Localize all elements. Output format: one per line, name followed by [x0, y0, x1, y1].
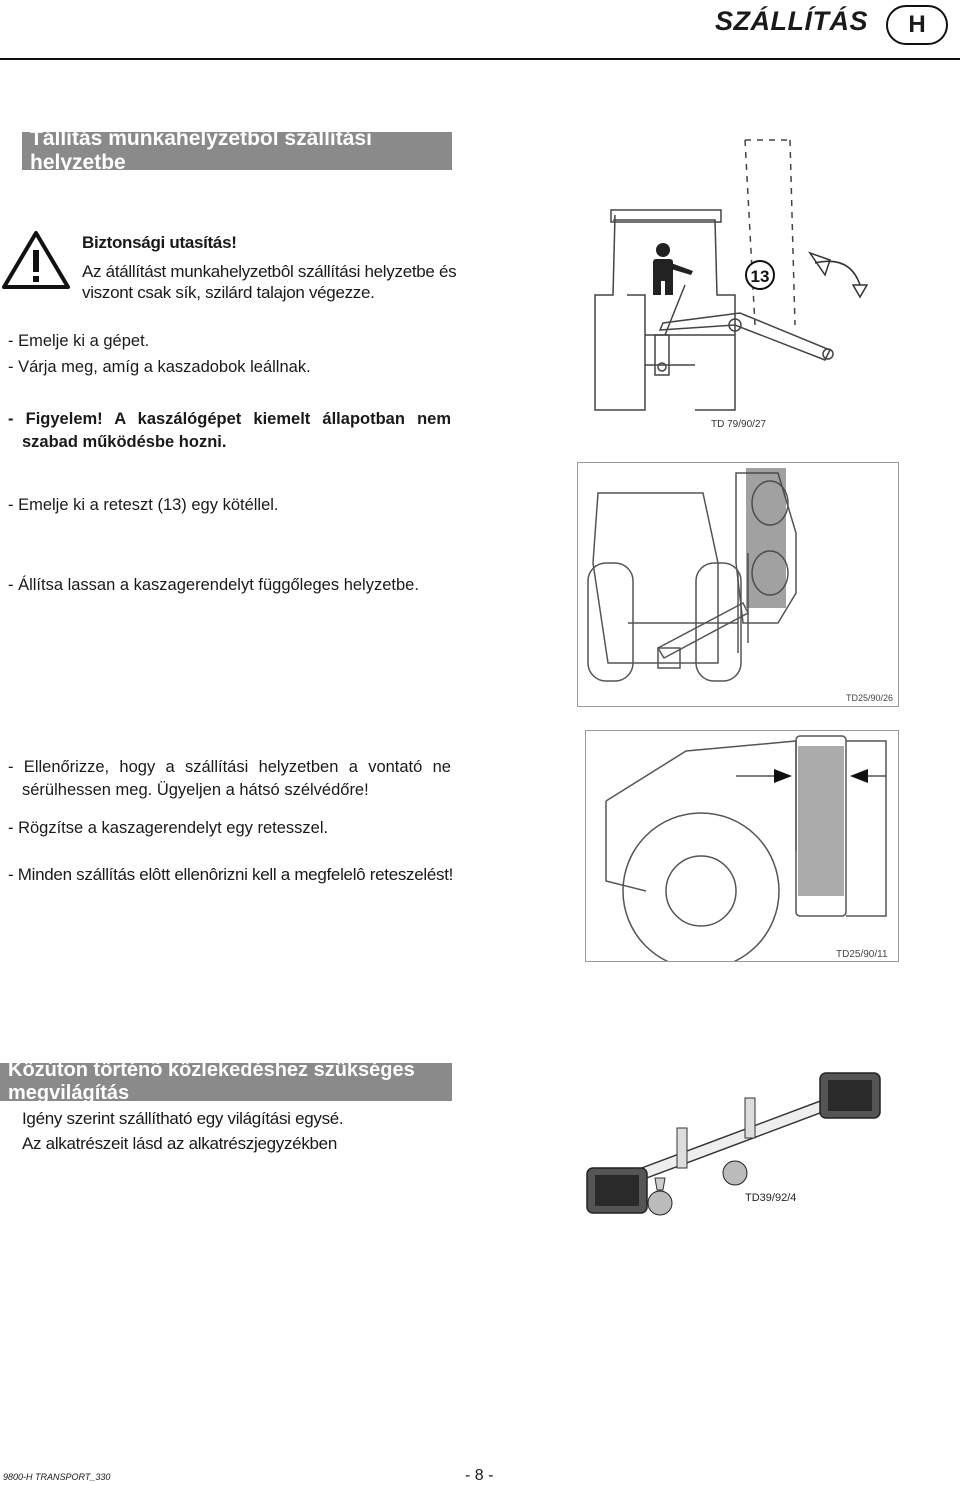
language-badge: H — [886, 5, 948, 45]
safety-text-line-2: viszont csak sík, szilárd talajon végezze. — [82, 283, 375, 302]
callout-13: 13 — [750, 267, 770, 286]
footer-page-number: - 8 - — [465, 1467, 494, 1484]
footer-document-id: 9800-H TRANSPORT_330 — [3, 1472, 111, 1482]
step-set-vertical: - Állítsa lassan a kaszagerendelyt függőleges helyzetbe. — [8, 576, 419, 594]
step-check-tractor-cont: sérülhessen meg. Ügyeljen a hátsó szélvédőre! — [22, 781, 369, 799]
lighting-text-line-2: Az alkatrészeit lásd az alkatrészjegyzékben — [22, 1134, 337, 1153]
figure-vertical-position — [577, 462, 899, 707]
section-heading-transport-position: Tállítás munkahelyzetbôl szállítási helyzetbe — [22, 132, 452, 170]
page-header-title: SZÁLLÍTÁS — [715, 6, 868, 36]
figure-label-td25-90-26: TD25/90/26 — [846, 693, 894, 703]
section-heading-road-lighting: Közúton történõ közlekedéshez szükséges megvilágítás — [0, 1063, 452, 1101]
step-lift-latch: - Emelje ki a reteszt (13) egy kötéllel. — [8, 496, 279, 514]
header-divider — [0, 58, 960, 60]
step-lift-machine: - Emelje ki a gépet. — [8, 332, 150, 350]
step-check-tractor: - Ellenőrizze, hogy a szállítási helyzetben a vontató ne — [8, 758, 451, 776]
step-secure-bar: - Rögzítse a kaszagerendelyt egy retesszel. — [8, 819, 329, 837]
figure-label-td-79-90-27: TD 79/90/27 — [711, 419, 767, 430]
safety-text-line-1: Az átállítást munkahelyzetbôl szállítási helyzetbe és — [82, 262, 457, 281]
figure-rear-window-check — [585, 730, 899, 962]
safety-title: Biztonsági utasítás! — [82, 233, 237, 252]
step-wait-drums: - Várja meg, amíg a kaszadobok leállnak. — [8, 358, 311, 376]
step-warning: - Figyelem! A kaszálógépet kiemelt állapotban nem — [8, 410, 451, 428]
lighting-text-line-1: Igény szerint szállítható egy világítási egysé. — [22, 1109, 344, 1128]
warning-triangle-icon — [2, 230, 70, 290]
figure-label-td39-92-4: TD39/92/4 — [745, 1192, 797, 1204]
step-warning-cont: szabad működésbe hozni. — [22, 433, 227, 451]
figure-label-td25-90-11: TD25/90/11 — [836, 949, 888, 960]
figure-latch-diagram — [585, 135, 875, 435]
step-check-latching: - Minden szállítás elôtt ellenôrizni kell a megfelelô reteszelést! — [8, 865, 454, 884]
figure-lighting-unit — [585, 1068, 885, 1218]
